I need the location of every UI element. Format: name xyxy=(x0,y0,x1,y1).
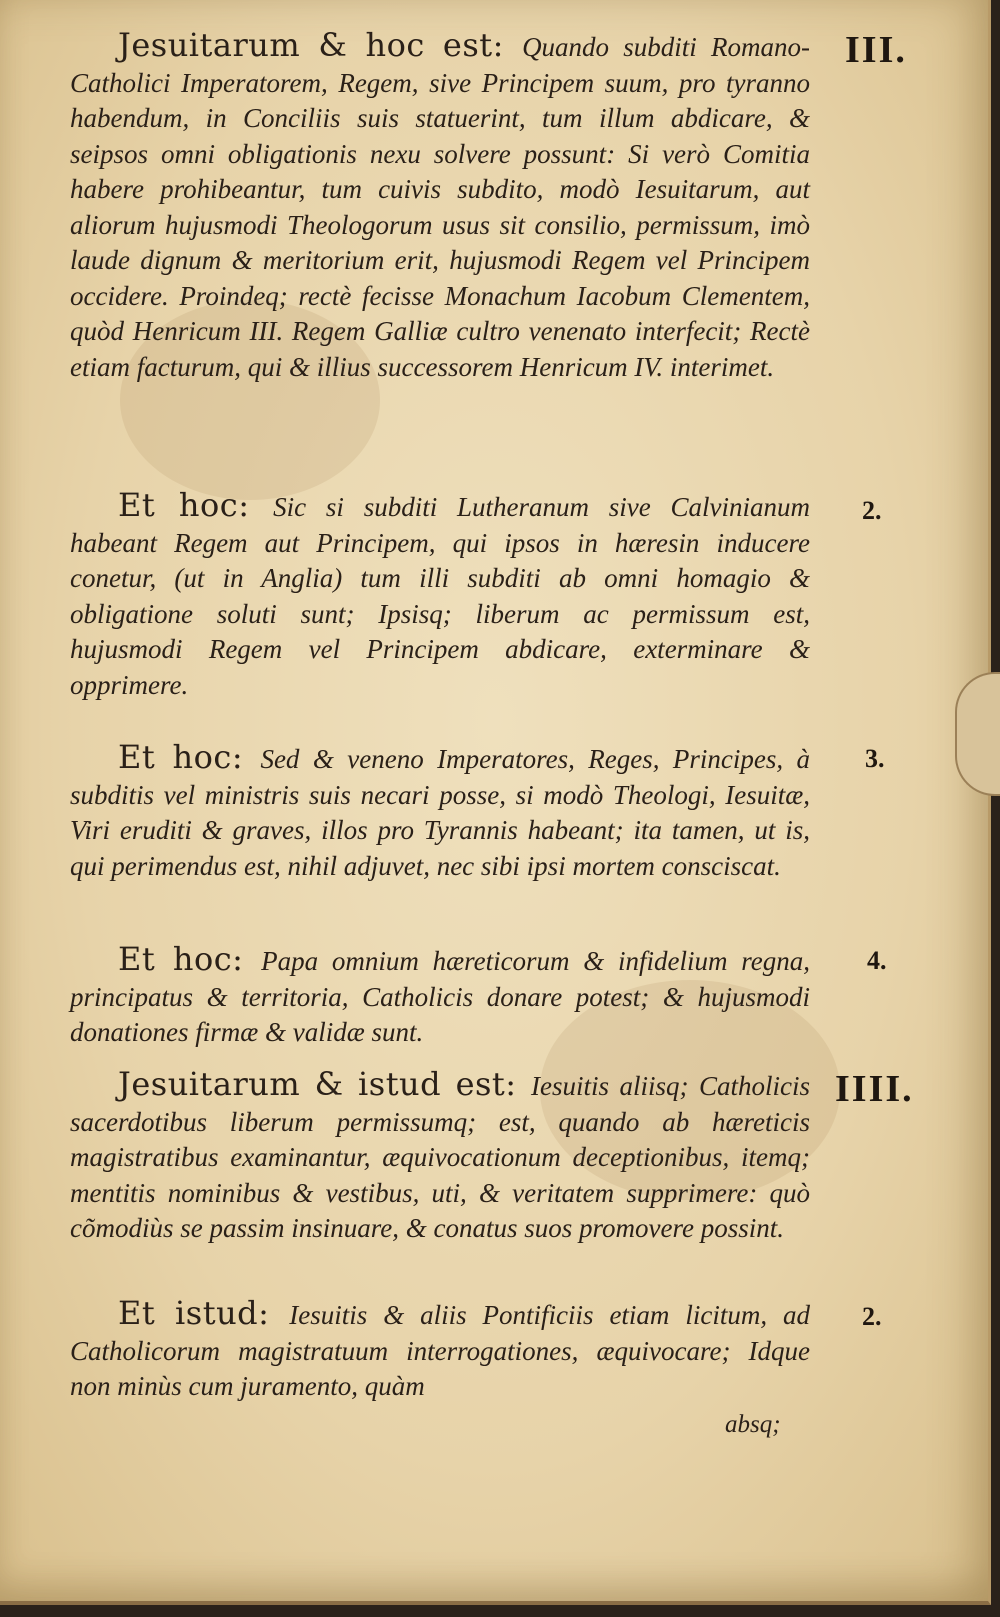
paragraph-text: Quando subditi Romano-Catholici Imperatorem, Regem, sive Principem suum, pro tyranno habendum, in Conciliis suis statuerint, tum illum abdicare, & seipsos omni obligationis nexu solvere possunt: Si verò Comitia habere prohibeantur, tum cuivis subdito, modò Iesuitarum, aut aliorum hujusmodi Theologorum usus sit consilio, permissum, imò laude dignum & meritorium erit, hujusmodi Regem vel Principem occidere. Proindeq; rectè fecisse Monachum Iacobum Clementem, quòd Henricum III. Regem Galliæ cultro venenato interfecit; Rectè etiam facturum, qui & illius successorem Henricum IV. interimet. xyxy=(70,32,810,382)
page-tab-marker xyxy=(955,672,1000,796)
margin-number: 2. xyxy=(862,1302,882,1331)
paragraph-3 xyxy=(70,740,810,884)
paragraph-heading: Et hoc: xyxy=(118,940,262,978)
paragraph-2 xyxy=(70,488,810,703)
margin-number: 2. xyxy=(862,496,882,525)
paragraph-text: Sed & veneno Imperatores, Reges, Principes, à subditis vel ministris suis necari posse, si modò Theologi, Iesuitæ, Viri eruditi & graves, illos pro Tyrannis habeant; ita tamen, ut is, qui perimendus est, nihil adjuvet, nec sibi ipsi mortem consciscat. xyxy=(70,744,810,881)
margin-number: 4. xyxy=(867,946,887,975)
paragraph-text: Iesuitis aliisq; Catholicis sacerdotibus liberum permissumq; est, quando ab hæreticis magistratibus examinantur, æquivocationum deceptionibus, itemq; mentitis nominibus & vestibus, uti, & veritatem supprimere: quò cõmodiùs se passim insinuare, & conatus suos promovere possint. xyxy=(70,1071,810,1243)
paragraph-heading: Jesuitarum & istud est: xyxy=(118,1065,531,1103)
paragraph-text: Sic si subditi Lutheranum sive Calvinianum habeant Regem aut Principem, qui ipsos in hæresin inducere conetur, (ut in Anglia) tum illi subditi ab omni homagio & obligatione soluti sunt; Ipsisq; liberum ac permissum est, hujusmodi Regem vel Principem abdicare, exterminare & opprimere. xyxy=(70,492,810,700)
paragraph-4 xyxy=(70,942,810,1051)
paragraph-heading: Et istud: xyxy=(118,1294,290,1332)
paragraph-heading: Et hoc: xyxy=(118,738,261,776)
paragraph-5 xyxy=(70,1067,810,1247)
paragraph-heading: Et hoc: xyxy=(118,486,274,524)
margin-number: IIII. xyxy=(835,1068,914,1110)
margin-number: 3. xyxy=(865,744,885,773)
margin-number: III. xyxy=(845,29,907,71)
paragraph-6 xyxy=(70,1296,810,1405)
catchword: absq; xyxy=(725,1411,781,1438)
paragraph-1 xyxy=(70,28,810,385)
paragraph-text: Iesuitis & aliis Pontificiis etiam licitum, ad Catholicorum magistratuum interrogationes, æquivocare; Idque non minùs cum juramento, quàm xyxy=(70,1300,810,1401)
paragraph-heading: Jesuitarum & hoc est: xyxy=(118,26,523,64)
paragraph-text: Papa omnium hæreticorum & infidelium regna, principatus & territoria, Catholicis donare potest; & hujusmodi donationes firmæ & validæ sunt. xyxy=(70,946,810,1047)
